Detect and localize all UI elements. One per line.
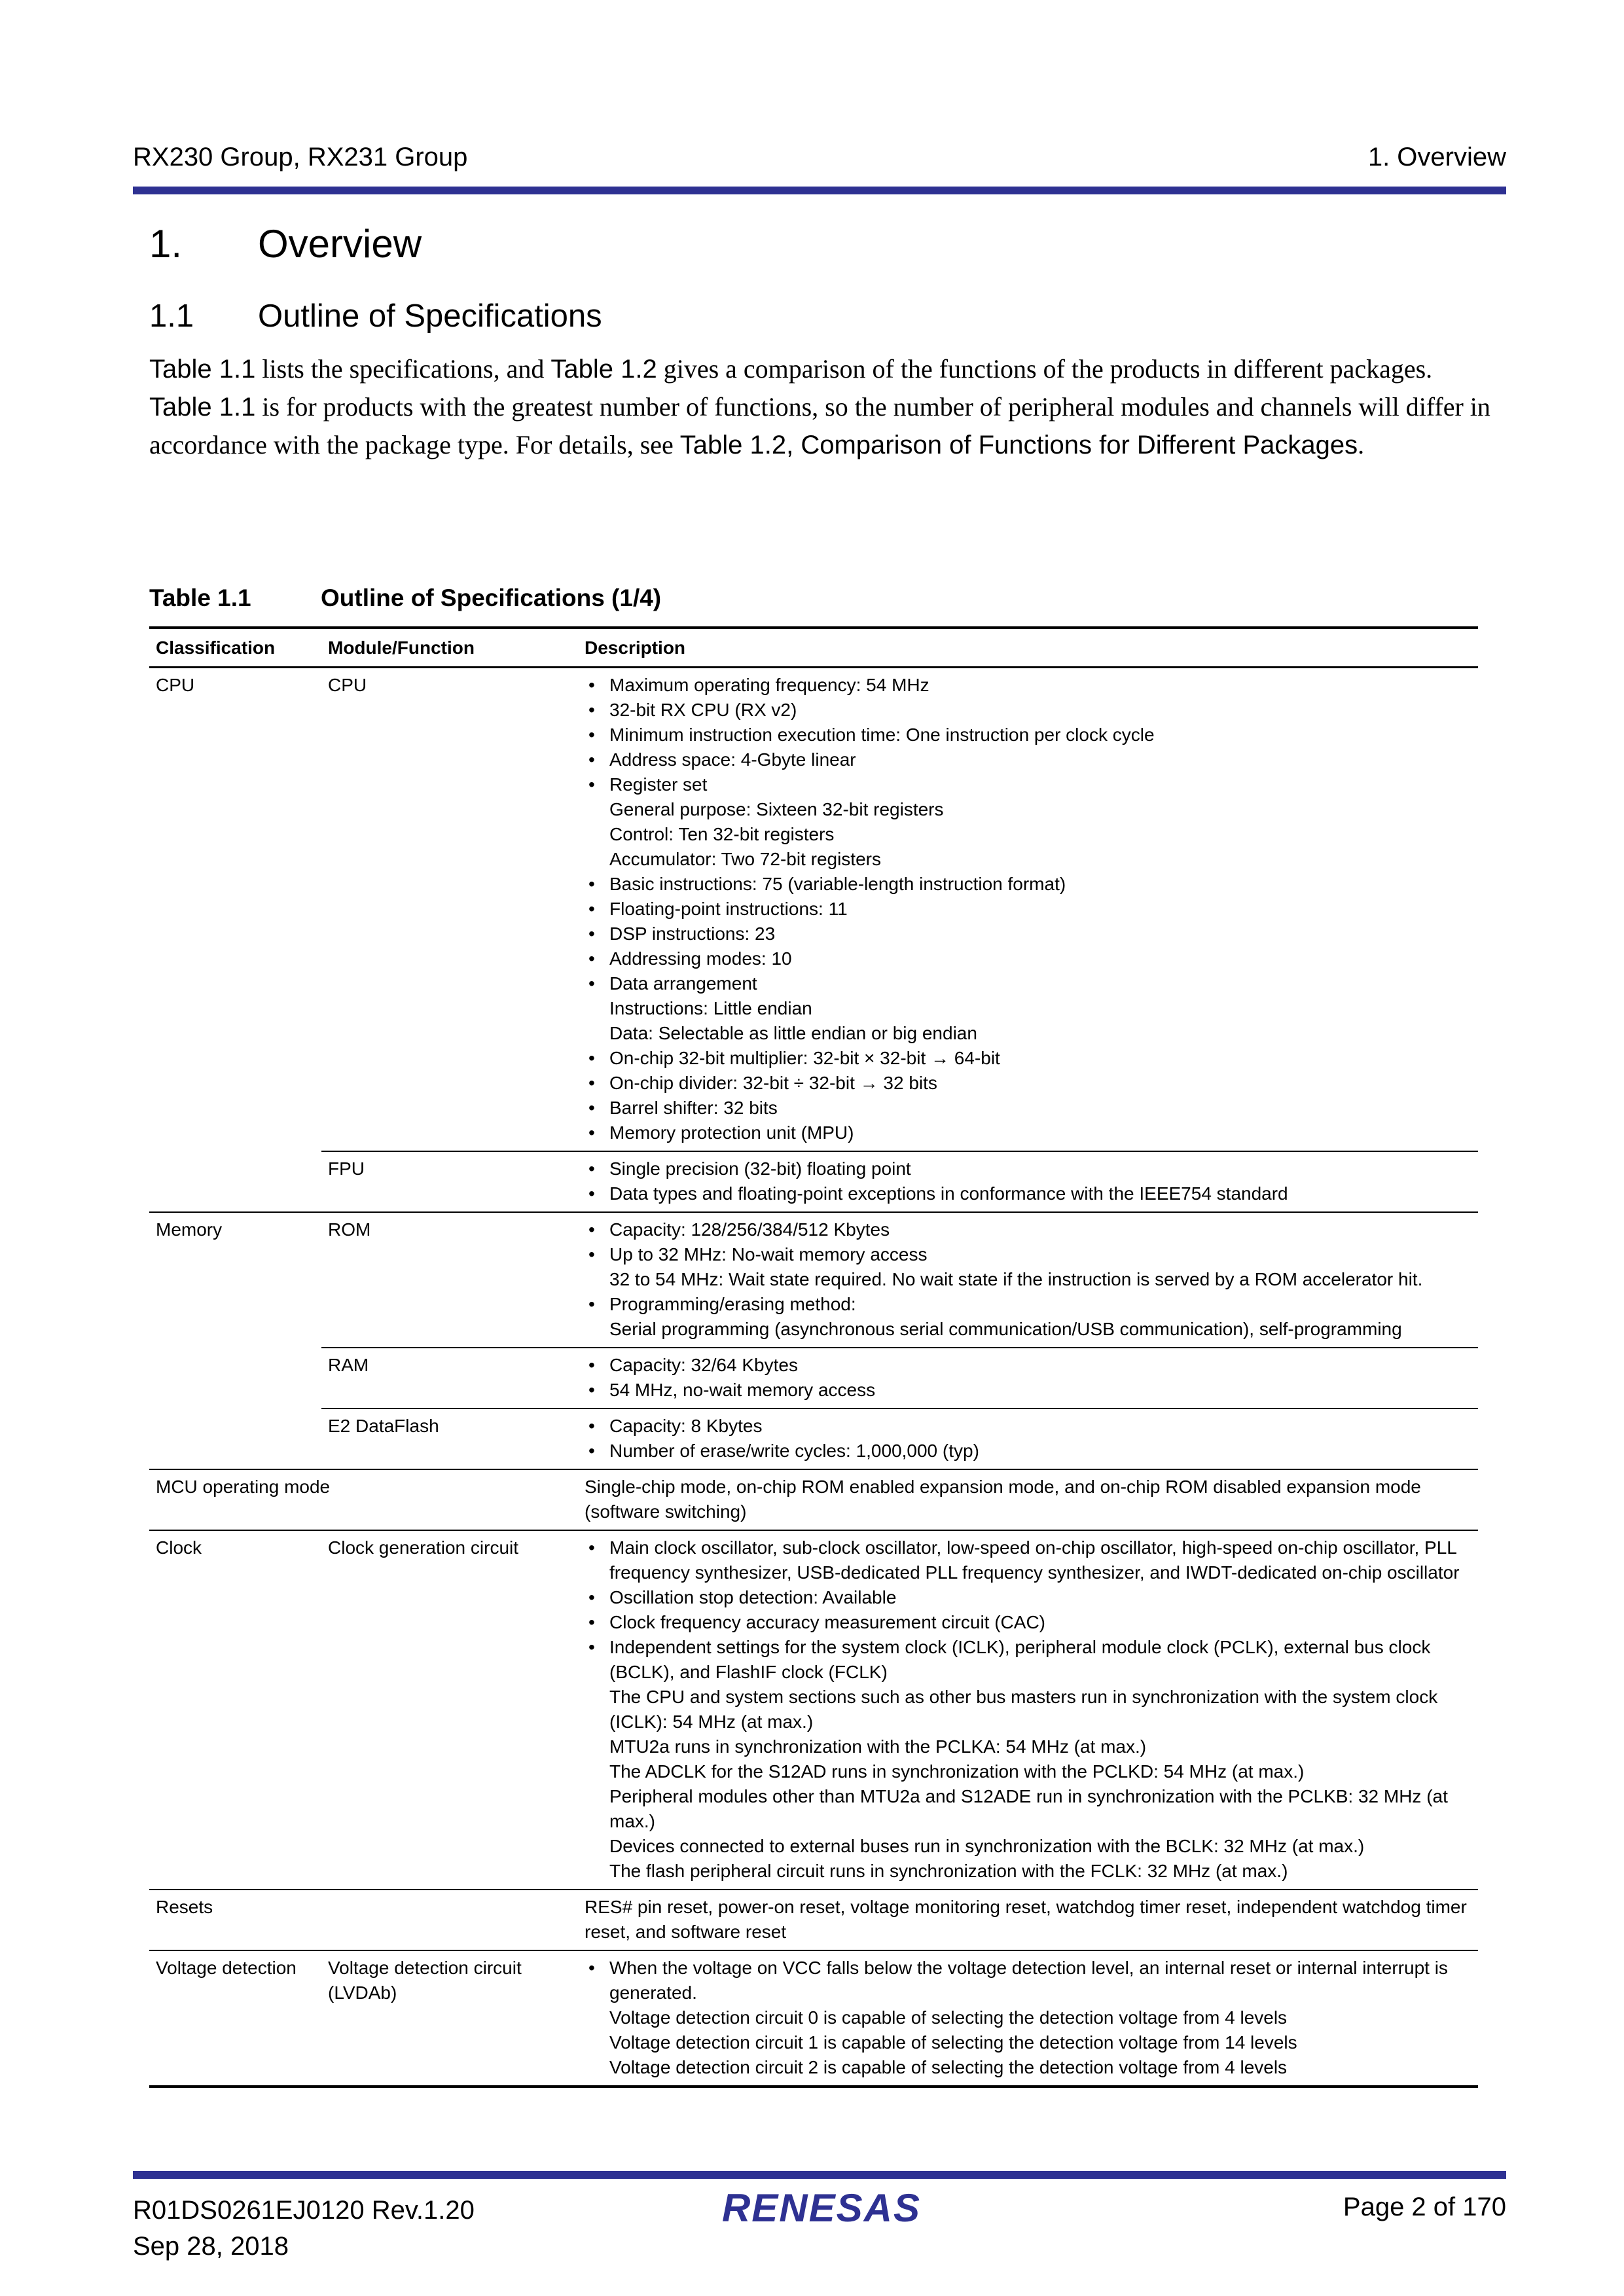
bullet-item: • When the voltage on VCC falls below the voltage detection level, an internal reset or internal interrupt is generated. Voltage detection circuit 0 is capable of selecting the detection voltage from 4 levels Voltage detection circuit 1 is capable of selecting the detection voltage from 14 levels Voltage detection circuit 2 is capable of selecting the detection voltage from 4 levels xyxy=(585,1956,1471,2080)
cell-module: Clock generation circuit xyxy=(321,1530,578,1890)
cell-module: E2 DataFlash xyxy=(321,1408,578,1469)
bullet-item: • Programming/erasing method: Serial programming (asynchronous serial communication/USB communication), self-programming xyxy=(585,1292,1471,1342)
table-link[interactable]: Table 1.2 xyxy=(550,355,657,384)
intro-paragraph-2: Table 1.1 is for products with the greatest number of functions, so the number of peripheral modules and channels will differ in accordance with the package type. For details, see Table 1.2, Comparison of Functions for Different Packages. xyxy=(149,392,1490,459)
cell-description xyxy=(578,1348,1478,1408)
bullet-item: • Basic instructions: 75 (variable-length instruction format) xyxy=(585,872,1471,897)
cell-module: Voltage detection circuit (LVDAb) xyxy=(321,1950,578,2087)
table-row xyxy=(149,1530,1478,1890)
page-number: Page 2 of 170 xyxy=(1343,2193,1506,2221)
chapter-number: 1. xyxy=(149,222,183,266)
cell-module: ROM xyxy=(321,1212,578,1348)
bullet-item: • Capacity: 32/64 Kbytes xyxy=(585,1353,1471,1378)
intro-paragraph-1: Table 1.1 lists the specifications, and Table 1.2 gives a comparison of the functions of the products in different packages. xyxy=(149,354,1433,384)
cell-description xyxy=(578,1212,1478,1348)
header-module: Module/Function xyxy=(321,628,578,668)
chapter-title: Overview xyxy=(258,222,422,266)
cell-classification: Memory xyxy=(149,1212,321,1348)
section-title: Outline of Specifications xyxy=(258,298,602,334)
bullet-item: • 32-bit RX CPU (RX v2) xyxy=(585,698,1471,723)
table-row xyxy=(149,1212,1478,1348)
section-number: 1.1 xyxy=(149,298,194,334)
cell-description xyxy=(578,1950,1478,2087)
cell-classification: MCU operating mode xyxy=(149,1469,578,1530)
cell-description xyxy=(578,668,1478,1152)
bullet-item: • Minimum instruction execution time: One instruction per clock cycle xyxy=(585,723,1471,747)
bullet-item: • Capacity: 128/256/384/512 Kbytes xyxy=(585,1217,1471,1242)
cell-description xyxy=(578,1151,1478,1212)
table-title: Outline of Specifications (1/4) xyxy=(321,584,662,611)
bullet-item: • 54 MHz, no-wait memory access xyxy=(585,1378,1471,1403)
intro-text xyxy=(149,350,1511,464)
section-heading xyxy=(149,298,602,334)
footer-doc-info xyxy=(133,2193,475,2265)
renesas-logo-icon xyxy=(704,2186,939,2232)
bullet-item: • DSP instructions: 23 xyxy=(585,922,1471,946)
bullet-item: • Independent settings for the system clock (ICLK), peripheral module clock (PCLK), external bus clock (BCLK), and FlashIF clock (FCLK) The CPU and system sections such as other bus masters run in synchronization with the system clock (ICLK): 54 MHz (at max.) MTU2a runs in synchronization with the PCLKA: 54 MHz (at max.) The ADCLK for the S12AD runs in synchronization with the PCLKD: 54 MHz (at max.) Peripheral modules other than MTU2a and S12ADE run in synchronization with the PCLKB: 32 MHz (at max.) Devices connected to external buses run in synchronization with the BCLK: 32 MHz (at max.) The flash peripheral circuit runs in synchronization with the FCLK: 32 MHz (at max.) xyxy=(585,1635,1471,1884)
bullet-item: • Data arrangement Instructions: Little endian Data: Selectable as little endian or big endian xyxy=(585,971,1471,1046)
cell-classification: Resets xyxy=(149,1890,578,1950)
bullet-item: • Addressing modes: 10 xyxy=(585,946,1471,971)
cell-classification: Clock xyxy=(149,1530,321,1890)
table-caption xyxy=(149,584,661,612)
bullet-item: • Data types and floating-point exceptions in conformance with the IEEE754 standard xyxy=(585,1181,1471,1206)
header-section: 1. Overview xyxy=(1367,143,1506,171)
cell-classification: Voltage detection xyxy=(149,1950,321,2087)
cell-module: CPU xyxy=(328,675,367,695)
bullet-item: • Up to 32 MHz: No-wait memory access 32 to 54 MHz: Wait state required. No wait state if the instruction is served by a ROM accelerator hit. xyxy=(585,1242,1471,1292)
bullet-item: • Barrel shifter: 32 bits xyxy=(585,1096,1471,1121)
footer-rule xyxy=(133,2171,1506,2179)
chapter-heading xyxy=(149,221,422,266)
header-classification: Classification xyxy=(149,628,321,668)
header-description: Description xyxy=(578,628,1478,668)
bullet-item: • On-chip 32-bit multiplier: 32-bit × 32-bit → 64-bit xyxy=(585,1046,1471,1071)
table-row xyxy=(149,1469,1478,1530)
bullet-item: • Address space: 4-Gbyte linear xyxy=(585,747,1471,772)
bullet-item: • Single precision (32-bit) floating point xyxy=(585,1157,1471,1181)
renesas-logo xyxy=(704,2186,939,2235)
bullet-item: • Floating-point instructions: 11 xyxy=(585,897,1471,922)
document-number: R01DS0261EJ0120 Rev.1.20 xyxy=(133,2196,475,2225)
bullet-item: • On-chip divider: 32-bit ÷ 32-bit → 32 bits xyxy=(585,1071,1471,1096)
table-row xyxy=(149,1151,1478,1212)
bullet-item: • Capacity: 8 Kbytes xyxy=(585,1414,1471,1439)
table-link[interactable]: Table 1.1 xyxy=(149,355,256,384)
table-row xyxy=(149,1348,1478,1408)
spec-table xyxy=(149,626,1478,2088)
bullet-item: • Clock frequency accuracy measurement circuit (CAC) xyxy=(585,1610,1471,1635)
table-link[interactable]: Table 1.1 xyxy=(149,393,256,422)
table-row xyxy=(149,1950,1478,2087)
header-rule xyxy=(133,187,1506,194)
cell-module: RAM xyxy=(321,1348,578,1408)
cell-classification: CPU xyxy=(156,675,195,695)
cell-module: FPU xyxy=(321,1151,578,1212)
table-row xyxy=(149,1408,1478,1469)
table-row xyxy=(149,668,1478,1152)
cell-description xyxy=(578,1408,1478,1469)
header-title: RX230 Group, RX231 Group xyxy=(133,143,468,171)
bullet-item: • Register set General purpose: Sixteen 32-bit registers Control: Ten 32-bit registers Accumulator: Two 72-bit registers xyxy=(585,772,1471,872)
table-header-row xyxy=(149,628,1478,668)
cell-description: RES# pin reset, power-on reset, voltage monitoring reset, watchdog timer reset, independent watchdog timer reset, and software reset xyxy=(578,1890,1478,1950)
cell-description: Single-chip mode, on-chip ROM enabled expansion mode, and on-chip ROM disabled expansion mode (software switching) xyxy=(578,1469,1478,1530)
table-row xyxy=(149,1890,1478,1950)
bullet-item: • Oscillation stop detection: Available xyxy=(585,1585,1471,1610)
cell-description xyxy=(578,1530,1478,1890)
bullet-item: • Memory protection unit (MPU) xyxy=(585,1121,1471,1145)
bullet-item: • Number of erase/write cycles: 1,000,000 (typ) xyxy=(585,1439,1471,1463)
table-number: Table 1.1 xyxy=(149,584,251,611)
svg-text:RENESAS: RENESAS xyxy=(721,2186,922,2230)
bullet-item: • Main clock oscillator, sub-clock oscillator, low-speed on-chip oscillator, high-speed on-chip oscillator, PLL frequency synthesizer, USB-dedicated PLL frequency synthesizer, and IWDT-dedicated on-chip oscillator xyxy=(585,1535,1471,1585)
bullet-item: • Maximum operating frequency: 54 MHz xyxy=(585,673,1471,698)
table-link[interactable]: Table 1.2, Comparison of Functions for Different Packages xyxy=(679,431,1358,459)
document-date: Sep 28, 2018 xyxy=(133,2232,289,2261)
